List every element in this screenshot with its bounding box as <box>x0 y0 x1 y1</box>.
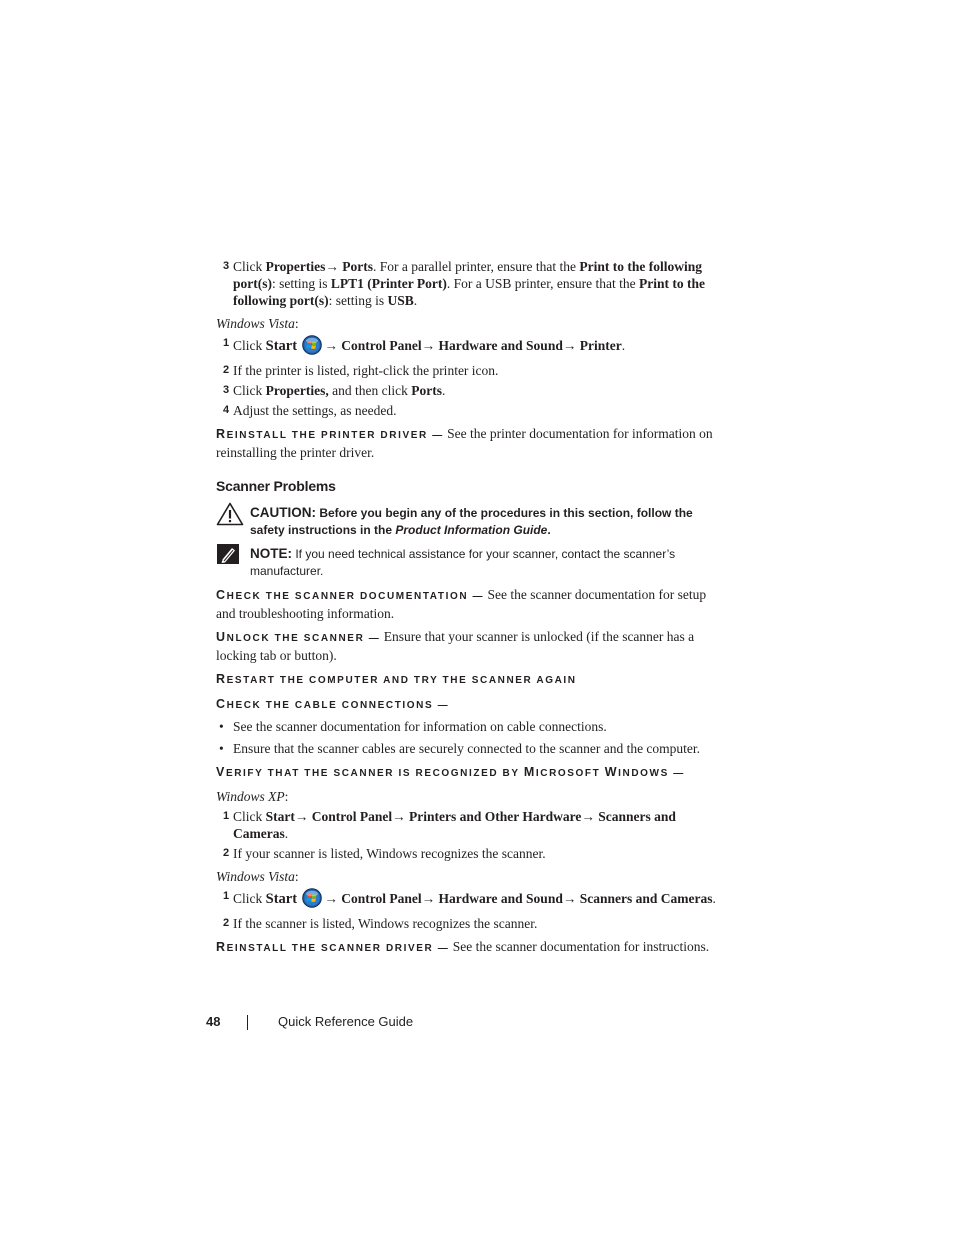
scanners-cameras-label: Scanners and Cameras <box>579 891 713 906</box>
caution-text: Before you begin any of the procedures in this section, follow the safety instructions in the <box>250 506 693 537</box>
step-text: . <box>413 293 418 308</box>
hardware-sound-label: Hardware and Sound <box>438 338 563 353</box>
windows-start-orb-icon <box>301 888 323 912</box>
arrow: → <box>562 891 580 906</box>
reinstall-scanner-driver <box>216 938 716 957</box>
list-item <box>216 740 716 757</box>
os-name: Windows Vista <box>216 869 295 884</box>
printer-vista-step-1 <box>216 335 716 359</box>
step-number: 1 <box>223 810 230 822</box>
arrow: → <box>294 809 312 824</box>
arrow: → <box>325 259 343 274</box>
windows-vista-label <box>216 868 716 885</box>
heading-cap: R <box>216 940 227 954</box>
start-label: Start <box>265 809 295 824</box>
arrow: → <box>421 891 439 906</box>
step-text: : setting is <box>272 276 331 291</box>
arrow: → <box>581 809 599 824</box>
unlock-heading <box>216 630 381 644</box>
heading-rest: EINSTALL THE SCANNER DRIVER — <box>226 943 450 954</box>
product-information-guide: Product Information Guide <box>395 523 548 537</box>
step-number: 1 <box>223 337 230 349</box>
verify-scanner-recognized <box>216 763 716 782</box>
step-text: If your scanner is listed, Windows recognizes the scanner. <box>233 846 546 861</box>
bullet-text: Ensure that the scanner cables are securely connected to the scanner and the computer. <box>233 741 701 756</box>
note-text: If you need technical assistance for your scanner, contact the scanner’s manufacturer. <box>250 547 676 578</box>
control-panel-label: Control Panel <box>341 891 422 906</box>
step-number: 3 <box>223 260 230 272</box>
step-text: Click <box>233 891 266 906</box>
printers-hardware-label: Printers and Other Hardware <box>409 809 582 824</box>
print-to-port-label: Print to the following port(s) <box>233 259 702 291</box>
page-content <box>216 258 716 957</box>
heading-cap: W <box>604 765 619 779</box>
section-title: Scanner Problems <box>216 478 336 494</box>
step-text: . <box>712 891 716 906</box>
scanner-vista-step-1 <box>216 888 716 912</box>
page-number: 48 <box>206 1014 221 1029</box>
step-text: If the printer is listed, right-click the printer icon. <box>233 363 499 378</box>
step-text: Click <box>233 809 266 824</box>
reinstall-scanner-heading <box>216 940 450 954</box>
step-text: Adjust the settings, as needed. <box>233 403 397 418</box>
restart-computer <box>216 670 716 689</box>
step-text: . <box>621 338 626 353</box>
check-doc-text: See the scanner documentation for setup and troubleshooting information. <box>216 587 707 621</box>
arrow: → <box>324 891 342 906</box>
step-number: 2 <box>223 364 230 376</box>
arrow: → <box>562 338 580 353</box>
printer-xp-step-3 <box>216 258 716 309</box>
scanner-xp-step-2 <box>216 845 716 862</box>
properties-label: Properties <box>265 259 326 274</box>
warning-triangle-icon <box>216 502 244 531</box>
step-text: . <box>284 826 289 841</box>
control-panel-label: Control Panel <box>311 809 393 824</box>
caution-lead: CAUTION: <box>250 505 316 520</box>
scanners-cameras-label: Scanners and Cameras <box>233 809 676 841</box>
heading-rest: INDOWS — <box>618 768 685 779</box>
lpt1-label: LPT1 (Printer Port) <box>330 276 447 291</box>
ports-label: Ports <box>411 383 442 398</box>
check-scanner-documentation <box>216 586 716 622</box>
heading-cap: R <box>216 427 227 441</box>
printer-vista-step-4 <box>216 402 716 419</box>
heading-cap: C <box>216 588 227 602</box>
heading-rest: HECK THE SCANNER DOCUMENTATION — <box>226 591 485 602</box>
step-text: If the scanner is listed, Windows recognizes the scanner. <box>233 916 538 931</box>
step-text: : setting is <box>328 293 388 308</box>
check-cable-connections <box>216 695 716 714</box>
step-text: Click <box>233 383 266 398</box>
windows-xp-label <box>216 788 716 805</box>
step-number: 1 <box>223 890 230 902</box>
document-title: Quick Reference Guide <box>278 1014 414 1029</box>
step-number: 2 <box>223 917 230 929</box>
heading-rest: ESTART THE COMPUTER AND TRY THE SCANNER AGAIN <box>226 675 577 686</box>
bullet-icon: • <box>219 719 224 734</box>
start-label: Start <box>265 891 298 907</box>
heading-rest: ERIFY THAT THE SCANNER IS RECOGNIZED BY <box>225 768 524 779</box>
scanner-xp-step-1 <box>216 808 716 842</box>
check-doc-heading <box>216 588 485 602</box>
heading-rest: NLOCK THE SCANNER — <box>226 633 381 644</box>
step-number: 3 <box>223 384 230 396</box>
list-item <box>216 718 716 735</box>
usb-label: USB <box>387 293 414 308</box>
heading-cap: C <box>216 697 227 711</box>
os-suffix: : <box>284 789 289 804</box>
scanner-vista-step-2 <box>216 915 716 932</box>
hardware-sound-label: Hardware and Sound <box>438 891 563 906</box>
start-label: Start <box>265 338 298 354</box>
windows-vista-label <box>216 315 716 332</box>
reinstall-scanner-text: See the scanner documentation for instructions. <box>452 939 710 954</box>
reinstall-printer-heading <box>216 427 444 441</box>
restart-heading <box>216 672 577 686</box>
control-panel-label: Control Panel <box>341 338 422 353</box>
step-number: 2 <box>223 847 230 859</box>
footer-separator <box>247 1015 248 1030</box>
caution-text-end: . <box>547 523 551 537</box>
reinstall-printer-driver <box>216 425 716 461</box>
arrow: → <box>324 338 342 353</box>
printer-label: Printer <box>579 338 622 353</box>
heading-cap: M <box>523 765 536 779</box>
cables-heading <box>216 697 450 711</box>
heading-cap: R <box>216 672 227 686</box>
verify-heading <box>216 765 685 779</box>
reinstall-printer-text: See the printer documentation for information on reinstalling the printer driver. <box>216 426 713 460</box>
bullet-icon: • <box>219 741 224 756</box>
printer-vista-step-2 <box>216 362 716 379</box>
unlock-text: Ensure that your scanner is unlocked (if the scanner has a locking tab or button). <box>216 629 695 663</box>
bullet-text: See the scanner documentation for information on cable connections. <box>233 719 607 734</box>
note-pencil-icon <box>216 543 240 570</box>
os-suffix: : <box>294 316 299 331</box>
step-text: Click <box>233 259 266 274</box>
heading-rest: HECK THE CABLE CONNECTIONS — <box>226 700 450 711</box>
heading-rest: EINSTALL THE PRINTER DRIVER — <box>226 430 444 441</box>
arrow: → <box>421 338 439 353</box>
note-notice <box>216 545 716 580</box>
step-number: 4 <box>223 404 230 416</box>
heading-rest: ICROSOFT <box>535 768 605 779</box>
windows-start-orb-icon <box>301 335 323 359</box>
note-lead: NOTE: <box>250 546 292 561</box>
step-text: . <box>441 383 446 398</box>
print-to-port-label: Print to the following port(s) <box>233 276 706 308</box>
heading-cap: U <box>216 630 227 644</box>
os-name: Windows Vista <box>216 316 295 331</box>
os-suffix: : <box>294 869 299 884</box>
properties-label: Properties, <box>265 383 329 398</box>
arrow: → <box>392 809 409 824</box>
step-text: . For a USB printer, ensure that the <box>446 276 640 291</box>
unlock-scanner <box>216 628 716 664</box>
caution-notice <box>216 504 716 539</box>
ports-label: Ports <box>342 259 373 274</box>
step-text: Click <box>233 338 266 353</box>
printer-vista-step-3 <box>216 382 716 399</box>
step-text: and then click <box>328 383 412 398</box>
os-name: Windows XP <box>216 789 285 804</box>
heading-cap: V <box>216 765 226 779</box>
step-text: . For a parallel printer, ensure that the <box>372 259 580 274</box>
